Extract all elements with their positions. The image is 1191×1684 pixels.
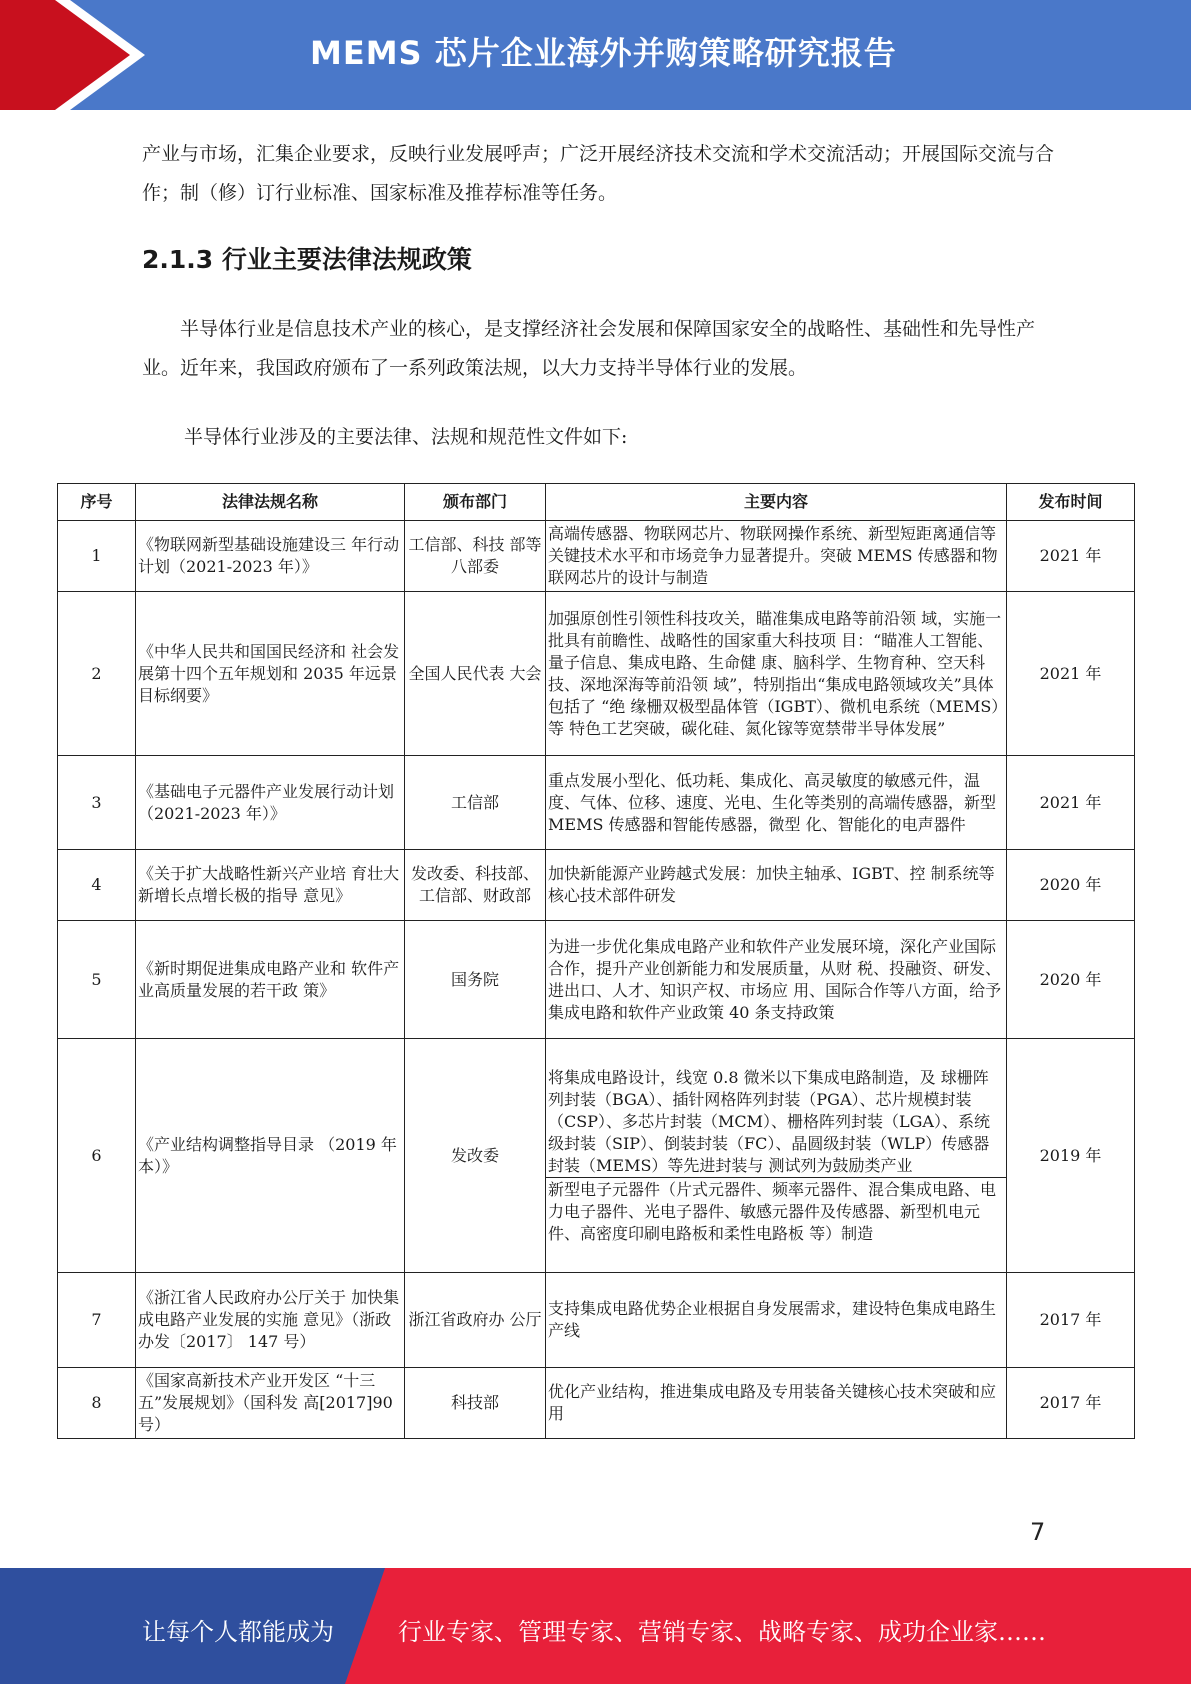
cell-no: 2 (58, 592, 136, 756)
cell-name: 《基础电子元器件产业发展行动计划（2021-2023 年）》 (136, 756, 405, 850)
table-header-row (58, 484, 1135, 521)
cell-content (546, 1039, 1007, 1273)
cell-no: 6 (58, 1039, 136, 1273)
cell-content (546, 1273, 1007, 1368)
cell-no: 3 (58, 756, 136, 850)
content-text: 新型电子元器件（片式元器件、频率元器件、混合集成电路、电力电子器件、光电子器件、敏感元器件及传感器、新型机电元件、高密度印刷电路板和柔性电路板 等）制造 (546, 1177, 1006, 1245)
cell-no: 1 (58, 521, 136, 592)
cell-name: 《中华人民共和国国民经济和 社会发展第十四个五年规划和 2035 年远景目标纲要》 (136, 592, 405, 756)
cell-dept: 科技部 (405, 1368, 546, 1439)
column-header-no: 序号 (58, 484, 136, 521)
table-intro: 半导体行业涉及的主要法律、法规和规范性文件如下: (184, 426, 628, 448)
content-text: 将集成电路设计，线宽 0.8 微米以下集成电路制造，及 球栅阵列封装（BGA）、插针网格阵列封装（PGA）、芯片规模封装（CSP）、多芯片封装（MCM）、栅格阵列封装（LGA）、系统级封装（SIP）、倒装封装（FC）、晶圆级封装（WLP）传感器封装（MEMS）等先进封装与 测试列为鼓励类产业 (548, 1067, 990, 1175)
cell-no: 4 (58, 850, 136, 921)
footer-slogan-right: 行业专家、管理专家、营销专家、战略专家、成功企业家…… (398, 1618, 1046, 1646)
content-text: 加强原创性引领性科技攻关，瞄准集成电路等前沿领 域，实施一批具有前瞻性、战略性的国家重大科技项 目：“瞄准人工智能、量子信息、集成电路、生命健 康、脑科学、生物育种、空天科技、深地深海等前沿领 域”，特别指出“集成电路领域攻关”具体包括了 “绝 缘栅双极型晶体管（IGBT）、微机电系统（MEMS）等 特色工艺突破，碳化硅、氮化镓等宽禁带半导体发展” (548, 608, 1002, 738)
cell-date: 2019 年 (1007, 1039, 1135, 1273)
cell-date: 2021 年 (1007, 592, 1135, 756)
cell-date: 2017 年 (1007, 1368, 1135, 1439)
cell-date: 2021 年 (1007, 521, 1135, 592)
cell-dept: 国务院 (405, 921, 546, 1039)
content-text: 高端传感器、物联网芯片、物联网操作系统、新型短距离通信等关键技术水平和市场竞争力显著提升。突破 MEMS 传感器和物联网芯片的设计与制造 (548, 524, 998, 587)
table-row (58, 592, 1135, 756)
cell-date: 2020 年 (1007, 850, 1135, 921)
cell-content (546, 921, 1007, 1039)
cell-name: 《新时期促进集成电路产业和 软件产业高质量发展的若干政 策》 (136, 921, 405, 1039)
content-text: 优化产业结构，推进集成电路及专用装备关键核心技术突破和应用 (548, 1382, 997, 1423)
cell-date: 2020 年 (1007, 921, 1135, 1039)
table-row (58, 1368, 1135, 1439)
cell-no: 5 (58, 921, 136, 1039)
column-header-name: 法律法规名称 (136, 484, 405, 521)
page-footer (0, 1568, 1191, 1684)
page-header (0, 0, 1191, 110)
cell-no: 7 (58, 1273, 136, 1368)
content-text: 为进一步优化集成电路产业和软件产业发展环境，深化产业国际合作，提升产业创新能力和发展质量，从财 税、投融资、研发、进出口、人才、知识产权、市场应 用、国际合作等八方面，给予集成电路和软件产业政策 40 条支持政策 (548, 936, 1002, 1022)
cell-dept: 发改委 (405, 1039, 546, 1273)
cell-dept: 工信部、科技 部等八部委 (405, 521, 546, 592)
section-paragraph: 半导体行业是信息技术产业的核心，是支撑经济社会发展和保障国家安全的战略性、基础性和先导性产业。近年来，我国政府颁布了一系列政策法规，以大力支持半导体行业的发展。 (142, 318, 1036, 379)
table-row (58, 756, 1135, 850)
section-heading: 2.1.3 行业主要法律法规政策 (142, 245, 472, 274)
cell-name: 《国家高新技术产业开发区 “十三五”发展规划》（国科发 高[2017]90 号） (136, 1368, 405, 1439)
cell-content (546, 521, 1007, 592)
table-row (58, 921, 1135, 1039)
cell-content (546, 592, 1007, 756)
footer-slogan-left: 让每个人都能成为 (142, 1618, 334, 1646)
cell-name: 《产业结构调整指导目录 （2019 年本）》 (136, 1039, 405, 1273)
cell-name: 《物联网新型基础设施建设三 年行动计划（2021-2023 年）》 (136, 521, 405, 592)
cell-dept: 全国人民代表 大会 (405, 592, 546, 756)
table-row (58, 850, 1135, 921)
content-text: 重点发展小型化、低功耗、集成化、高灵敏度的敏感元件，温度、气体、位移、速度、光电、生化等类别的高端传感器，新型 MEMS 传感器和智能传感器，微型 化、智能化的电声器件 (548, 770, 997, 834)
cell-name: 《关于扩大战略性新兴产业培 育壮大新增长点增长极的指导 意见》 (136, 850, 405, 921)
table-row (58, 1273, 1135, 1368)
report-title: MEMS 芯片企业海外并购策略研究报告 (310, 34, 897, 72)
content-text: 支持集成电路优势企业根据自身发展需求，建设特色集成电路生产线 (548, 1299, 997, 1340)
cell-name: 《浙江省人民政府办公厅关于 加快集成电路产业发展的实施 意见》（浙政办发〔2017〕 147 号） (136, 1273, 405, 1368)
cell-dept: 浙江省政府办 公厅 (405, 1273, 546, 1368)
table-row (58, 1039, 1135, 1273)
column-header-dept: 颁布部门 (405, 484, 546, 521)
regulations-table (57, 483, 1135, 1439)
intro-paragraph: 产业与市场，汇集企业要求，反映行业发展呼声；广泛开展经济技术交流和学术交流活动；开展国际交流与合作；制（修）订行业标准、国家标准及推荐标准等任务。 (142, 143, 1055, 204)
column-header-date: 发布时间 (1007, 484, 1135, 521)
table-row (58, 521, 1135, 592)
content-text: 加快新能源产业跨越式发展：加快主轴承、IGBT、控 制系统等核心技术部件研发 (548, 864, 995, 905)
page-number: 7 (1030, 1518, 1046, 1546)
cell-dept: 发改委、科技部、工信部、财政部 (405, 850, 546, 921)
cell-no: 8 (58, 1368, 136, 1439)
cell-date: 2021 年 (1007, 756, 1135, 850)
cell-content (546, 756, 1007, 850)
column-header-content: 主要内容 (546, 484, 1007, 521)
cell-date: 2017 年 (1007, 1273, 1135, 1368)
cell-content (546, 1368, 1007, 1439)
cell-dept: 工信部 (405, 756, 546, 850)
cell-content (546, 850, 1007, 921)
